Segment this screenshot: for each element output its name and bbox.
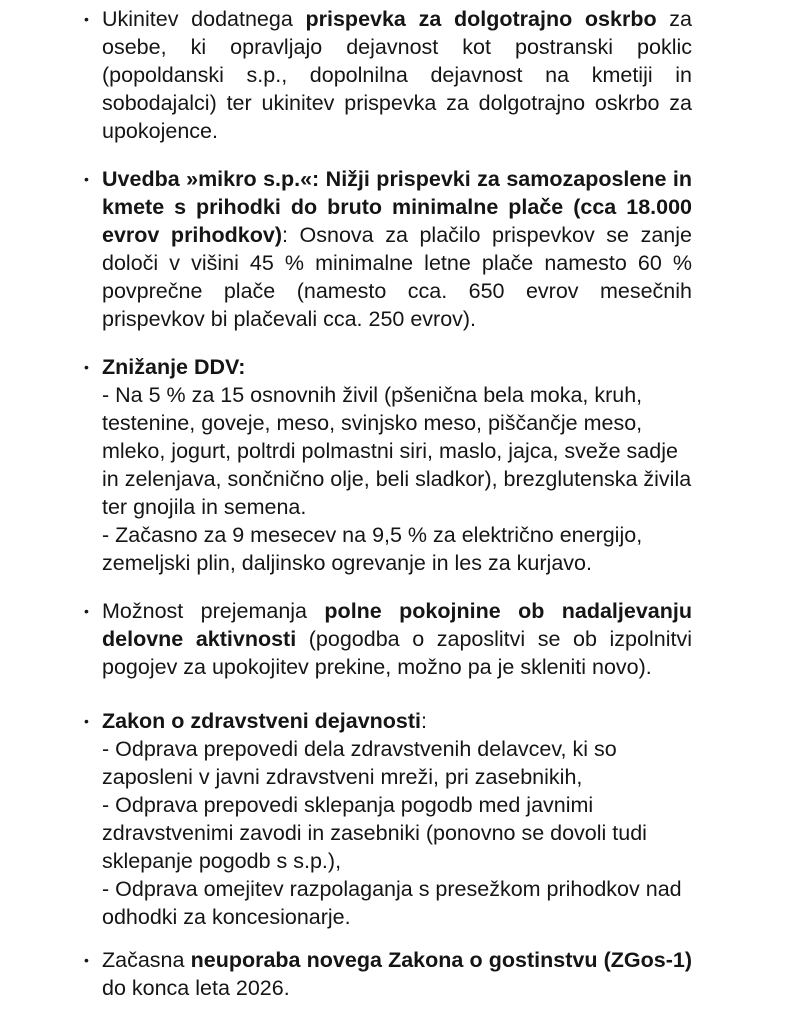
bullet-content: [102, 353, 692, 577]
bullet-gostinstvo: [84, 946, 692, 1002]
bullet-icon: •: [84, 603, 89, 619]
text-segment: Ukinitev dodatnega: [102, 7, 306, 31]
text-segment: Začasna: [102, 948, 191, 972]
bullet-icon: •: [84, 171, 89, 187]
sub-item-delavci: - Odprava prepovedi dela zdravstvenih delavcev, ki so zaposleni v javni zdravstveni mreži, pri zasebnikih,: [102, 737, 617, 789]
sub-item-ddv-energija: - Začasno za 9 mesecev na 9,5 % za električno energijo, zemeljski plin, daljinsko ogrevanje in les za kurjavo.: [102, 523, 643, 575]
sub-item-presezek: - Odprava omejitev razpolaganja s presežkom prihodkov nad odhodki za koncesionarje.: [102, 877, 682, 929]
bullet-content: [102, 946, 692, 1002]
text-segment: Možnost prejemanja: [102, 599, 325, 623]
text-segment-bold: Znižanje DDV:: [102, 355, 246, 379]
bullet-pokojnine: [84, 597, 692, 681]
document-page: [84, 5, 692, 1002]
paragraph-mikro-sp: [102, 165, 692, 333]
text-segment-bold: neuporaba novega Zakona o gostinstvu (ZGos-1): [190, 948, 692, 972]
heading-ddv: [102, 353, 692, 381]
text-segment: :: [421, 709, 427, 733]
text-segment-bold: Uvedba »mikro s.p.«: Nižji prispevki za samozaposlene in kmete s prihodki do bruto minimalne plače (cca 18.000 evrov prihodkov): [102, 167, 692, 247]
bullet-content: [102, 707, 692, 931]
text-segment: : Osnova za plačilo prispevkov se zanje določi v višini 45 % minimalne letne plače namesto 60 % povprečne plače (namesto cca. 650 evrov mesečnih prispevkov bi plačevali cca. 250 evrov).: [102, 223, 692, 331]
paragraph-pokojnine: [102, 597, 692, 681]
bullet-icon: •: [84, 952, 89, 968]
bullet-icon: •: [84, 359, 89, 375]
bullet-ddv: [84, 353, 692, 577]
bullet-icon: •: [84, 713, 89, 729]
sub-item-pogodbe: - Odprava prepovedi sklepanja pogodb med javnimi zdravstvenimi zavodi in zasebniki (ponovno se dovoli tudi sklepanje pogodb s s.p.),: [102, 793, 647, 873]
bullet-icon: •: [84, 11, 89, 27]
text-segment-bold: Zakon o zdravstveni dejavnosti: [102, 709, 422, 733]
bullet-zdravstvena-dejavnost: [84, 707, 692, 931]
text-segment: do konca leta 2026.: [102, 976, 290, 1000]
bullet-content: [102, 165, 692, 333]
text-segment: za osebe, ki opravljajo dejavnost kot postranski poklic (popoldanski s.p., dopolnilna dejavnost na kmetiji in sobodajalci) ter ukinitev prispevka za dolgotrajno oskrbo za upokojence.: [102, 7, 693, 143]
heading-zdravstvena-dejavnost: [102, 707, 692, 735]
bullet-content: [102, 597, 692, 681]
sub-item-ddv-zivila: - Na 5 % za 15 osnovnih živil (pšenična bela moka, kruh, testenine, goveje, meso, svinjsko meso, piščančje meso, mleko, jogurt, poltrdi polmastni siri, maslo, jajca, sveže sadje in zelenjava, sončnično olje, beli sladkor), brezglutenska živila ter gnojila in semena.: [102, 383, 692, 519]
bullet-long-term-care: [84, 5, 692, 145]
bullet-mikro-sp: [84, 165, 692, 333]
paragraph-long-term-care: [102, 5, 692, 145]
text-segment-bold: polne pokojnine ob nadaljevanju delovne aktivnosti: [102, 599, 692, 651]
text-segment-bold: prispevka za dolgotrajno oskrbo: [305, 7, 657, 31]
text-segment: (pogodba o zaposlitvi se ob izpolnitvi pogojev za upokojitev prekine, možno pa je skleniti novo).: [102, 627, 692, 679]
paragraph-gostinstvo: [102, 946, 692, 1002]
bullet-content: [102, 5, 692, 145]
